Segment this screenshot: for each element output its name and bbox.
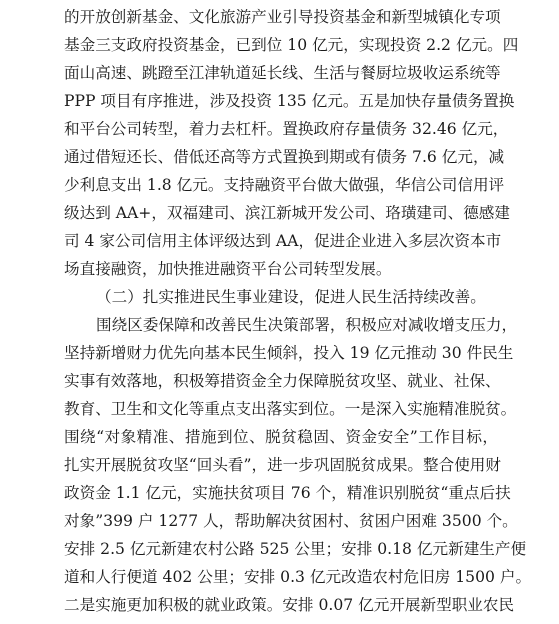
body-text-line: 对象”399 户 1277 人，帮助解决贫困村、贫困户困难 3500 个。 xyxy=(64,512,518,530)
body-text-line: 面山高速、跳蹬至江津轨道延长线、生活与餐厨垃圾收运系统等 xyxy=(64,64,501,82)
body-text-line: 扎实开展脱贫攻坚“回头看”，进一步巩固脱贫成果。整合使用财 xyxy=(64,456,501,474)
body-text-line: 安排 2.5 亿元新建农村公路 525 公里；安排 0.18 亿元新建生产便 xyxy=(64,540,527,558)
section-heading: （二）扎实推进民生事业建设，促进人民生活持续改善。 xyxy=(96,288,486,306)
body-text-line: 级达到 AA+，双福建司、滨江新城开发公司、珞璜建司、德感建 xyxy=(64,204,510,222)
body-text-line: 教育、卫生和文化等重点支出落实到位。一是深入实施精准脱贫。 xyxy=(64,400,517,418)
body-text-line: PPP 项目有序推进，涉及投资 135 亿元。五是加快存量债务置换 xyxy=(64,92,515,110)
body-text-line: 政资金 1.1 亿元，实施扶贫项目 76 个，精准识别脱贫“重点后扶 xyxy=(64,484,511,502)
body-text-line: 少利息支出 1.8 亿元。支持融资平台做大做强，华信公司信用评 xyxy=(64,176,505,194)
body-text-line: 和平台公司转型，着力去杠杆。置换政府存量债务 32.46 亿元， xyxy=(64,120,509,138)
body-text-line: 围绕“对象精准、措施到位、脱贫稳固、资金安全”工作目标， xyxy=(64,428,498,446)
body-text-line: 实事有效落地，积极筹措资金全力保障脱贫攻坚、就业、社保、 xyxy=(64,372,501,390)
body-text-line: 通过借短还长、借低还高等方式置换到期或有债务 7.6 亿元，减 xyxy=(64,148,505,166)
body-text-line: 围绕区委保障和改善民生决策部署，积极应对减收增支压力， xyxy=(96,316,518,334)
body-text-line: 场直接融资，加快推进融资平台公司转型发展。 xyxy=(64,260,392,278)
body-text-line: 的开放创新基金、文化旅游产业引导投资基金和新型城镇化专项 xyxy=(64,8,501,26)
body-text-line: 坚持新增财力优先向基本民生倾斜，投入 19 亿元推动 30 件民生 xyxy=(64,344,514,362)
body-text-line: 二是实施更加积极的就业政策。安排 0.07 亿元开展新型职业农民 xyxy=(64,596,515,614)
body-text-line: 道和人行便道 402 公里；安排 0.3 亿元改造农村危旧房 1500 户。 xyxy=(64,568,532,586)
body-text-line: 司 4 家公司信用主体评级达到 AA，促进企业进入多层次资本市 xyxy=(64,232,502,250)
body-text-line: 基金三支政府投资基金，已到位 10 亿元，实现投资 2.2 亿元。四 xyxy=(64,36,519,54)
